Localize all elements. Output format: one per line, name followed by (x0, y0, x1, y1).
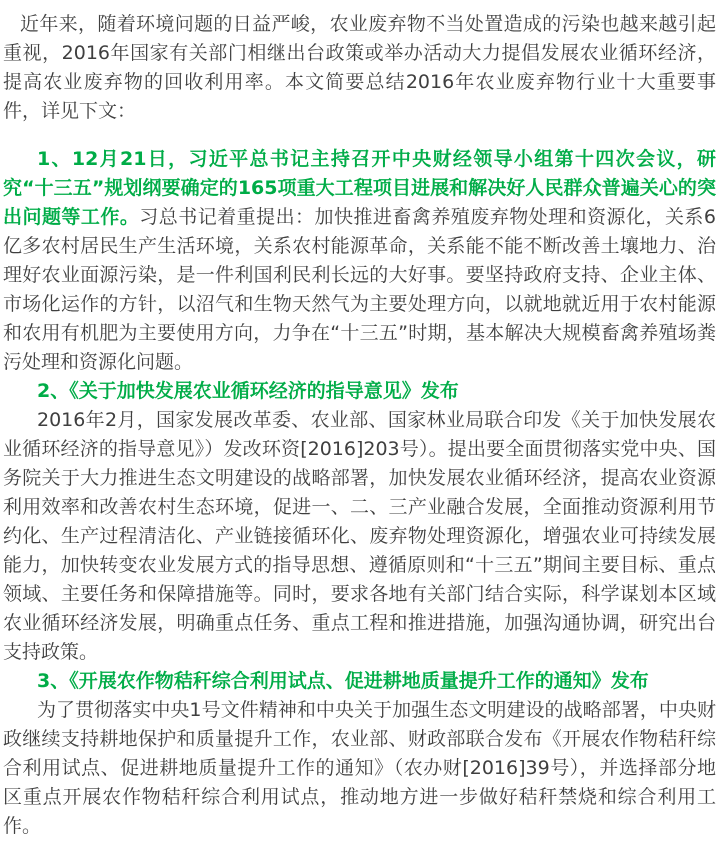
intro-paragraph: 近年来，随着环境问题的日益严峻，农业废弃物不当处置造成的污染也越来越引起重视，2016年国家有关部门相继出台政策或举办活动大力提倡发展农业循环经济，提高农业废弃物的回收利用率。本文简要总结2016年农业废弃物行业十大重要事件，详见下文： (3, 13, 716, 122)
event-3-body: 为了贯彻落实中央1号文件精神和中央关于加强生态文明建设的战略部署，中央财政继续支持耕地保护和质量提升工作，农业部、财政部联合发布《开展农作物秸秆综合利用试点、促进耕地质量提升工作的通知》（农办财[2016]39号），并选择部分地区重点开展农作物秸秆综合利用试点，推动地方进一步做好秸秆禁烧和综合利用工作。 (3, 699, 716, 837)
event-2-heading: 2、《关于加快发展农业循环经济的指导意见》发布 (37, 380, 459, 402)
event-3-heading: 3、《开展农作物秸秆综合利用试点、促进耕地质量提升工作的通知》发布 (37, 670, 649, 692)
event-1-heading: 1、12月21日，习近平总书记主持召开中央财经领导小组第十四次会议，研究“十三五”规划纲要确定的165项重大工程项目进展和解决好人民群众普遍关心的突出问题等工作。 (3, 148, 716, 228)
event-2-body: 2016年2月，国家发展改革委、农业部、国家林业局联合印发《关于加快发展农业循环经济的指导意见》）发改环资[2016]203号）。提出要全面贯彻落实党中央、国务院关于大力推进生态文明建设的战略部署，加快发展农业循环经济，提高农业资源利用效率和改善农村生态环境，促进一、二、三产业融合发展，全面推动资源利用节约化、生产过程清洁化、产业链接循环化、废弃物处理资源化，增强农业可持续发展能力，加快转变农业发展方式的指导思想、遵循原则和“十三五”期间主要目标、重点领域、主要任务和保障措施等。同时，要求各地有关部门结合实际，科学谋划本区域农业循环经济发展，明确重点任务、重点工程和推进措施，加强沟通协调，研究出台支持政策。 (3, 409, 716, 663)
event-1-body: 习总书记着重提出：加快推进畜禽养殖废弃物处理和资源化，关系6亿多农村居民生产生活环境，关系农村能源革命，关系能不能不断改善土壤地力、治理好农业面源污染，是一件利国利民利长远的大好事。要坚持政府支持、企业主体、市场化运作的方针，以沼气和生物天然气为主要处理方向，以就地就近用于农村能源和农用有机肥为主要使用方向，力争在“十三五”时期，基本解决大规模畜禽养殖场粪污处理和资源化问题。 (3, 206, 716, 373)
event-1-paragraph (3, 145, 716, 377)
article-body (3, 10, 716, 841)
